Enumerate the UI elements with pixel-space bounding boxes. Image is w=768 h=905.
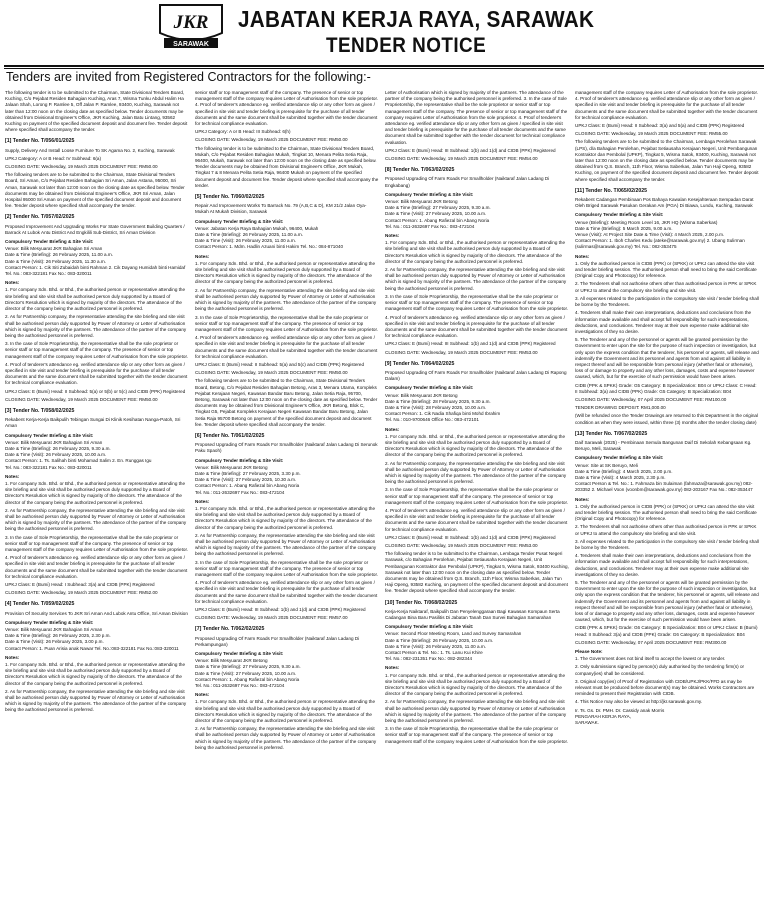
tender-number: [7] Tender No. T/062/02/2025 — [195, 626, 265, 633]
briefing-venue: Venue: Bilik Mesyuarat JKR Bahagian Sri Aman — [5, 439, 103, 445]
visit-date: Date & Time (Visit): 27 February 2025, 10.00 a.m. — [195, 670, 297, 676]
closing-date: CLOSING DATE: Wednesday, 19 March 2025 DOCUMENT FEE: RM50.00 — [5, 396, 158, 402]
briefing-venue: Venue: Bilik Mesyuarat JKR Bahagian Sri Aman — [5, 246, 103, 252]
paragraph: The following tenders are to be submitted to the Chairman, Lembaga Perolehan Sarawak (LPS), d/a Bahagian Perolehan, Pejabat Setiausaha Kerajaan Negeri, Unit Pembangunan Kontraktor dan Pembolal (UPKP), Tingkat 5, Wisma Satok, 93400, Kuching, Sarawak not later than 12:00 noon on the closing date as specified below. Tender documents may be obtained from Q.S. Branch, 11th Floor, Wisma Saberkas, Jalan Tun Haji Openg, 93582 Kuching, on payment of the specified document deposit and document fee. Tender deposit where specified shall accompany the tender. — [575, 139, 759, 182]
briefing-venue: Venue: Bilik Mesyuarat JKR Betong — [385, 392, 458, 398]
tender-class: UPKJ Class: E (Bumi) Head: II Subhead: 5(a) or 5(b) or 5(c) and CIDB (PPK) Registered — [5, 388, 186, 394]
briefing-venue: Venue: Jabatan Kerja Raya Bahagian Mukah, 96400, Mukah — [195, 225, 319, 231]
briefing-title: Compulsory Tender Briefing & Site Visit: — [195, 651, 284, 657]
tender-description: Proposed Upgrading Of Farm Roads For Smallholder (Naiktaraf Jalan Ladang Di Serunok Paku Spaoh) — [195, 442, 378, 454]
visit-date: Date & Time (Visit): 26 February 2025, 11.00 a.m. — [385, 643, 486, 649]
briefing-date: Date & Time (Briefing): 27 February 2025, 9.30 a.m. — [195, 664, 301, 670]
briefing-title: Compulsory Tender Briefing & Site Visit: — [195, 457, 284, 463]
briefing-title: Compulsory Tender Briefing & Site Visit: — [195, 218, 284, 224]
notes-title: Notes: — [5, 473, 20, 479]
contact-tel: Tel. No.: 011-2632697 Fax No.: 083-472104 — [385, 223, 475, 229]
note-item: 2. As for Partnership company, the representative attending the site briefing and site visit shall be authorised person duly supported by Power of Attorney or Letter of Authorisation which is signed by majority of the partners. The attendance of the partner of the company being the authorised personnel is preferred. — [385, 267, 567, 291]
tender-description: Rekabent Cadangan Pembinaan Pos Bahaya Kawalan Kesejahteraan Sempadan Darat Oleh Briged Sarawak Pasukan Gerakan Am (PGA) Di Biawa, Lundu, Kuching, Sarawak — [575, 197, 754, 209]
notes-title: Notes: — [195, 498, 210, 504]
closing-date: CLOSING DATE: Wednesday, 19 March 2025 DOCUMENT FEE: RM57.00 — [195, 615, 348, 621]
notes-title: Notes: — [385, 426, 400, 432]
note-item: 4. Proof of tenderer's attendance eg. verified attendance slip or any other form as given / specified in site visit and tender briefing is prerequisite for the purchase of all tender documents and the same document shall be submitted together with the tender document for technical compliance evaluation. — [5, 361, 188, 386]
note-item: 2. The Tenderers shall not authorise others other than authorised person in PPK or SPKK or UPKJ to attend the compulsory site briefing and site visit. — [575, 524, 757, 536]
notes-title: Notes: — [385, 233, 400, 239]
tender-class: UPKJ Class: E (Bumi) Head: III Subhead: 1(b) and 1(d) and CIDB (PPK) Registered — [385, 147, 556, 153]
note-item: 3. In the case of Sole Proprietorship, the representative shall be the sole proprietor or senior staff or top management staff of the company. The presence of senior or top management staff of the company requires Letter of Authorisation from the sole proprietor. — [195, 314, 379, 332]
please-note-item: 3. Original copy(ies) of Proof of Registration with CIDB/UPKJ/PKK/FFD as may be relevant must be produced before document(s) may be obtained. Works Contractors are reminded to present their Registration with CIDB. — [575, 678, 755, 697]
tender-description: Repair And Improvement Works To Barrack No. 79 (A,B,C & D), KM 21/2 Jalan Oya-Mukah At Mukah Division, Sarawak — [195, 203, 367, 215]
tender-number: [11] Tender No. T/065/02/2025 — [575, 187, 647, 194]
briefing-venue: Venue: Site at SK Beruyo, Meli — [575, 462, 638, 468]
tender-class: UPKJ Class: E (Bumi) Head: II Subhead: 3(a) and 5(a) and CIDB (PPK) Registered — [575, 123, 745, 129]
contact-tel: Tel. No.: 083-322181 Fax No.: 083-320011 — [5, 464, 92, 470]
contact-person: Contact Person: 1. Abang Rafiezal bin Abang Noria — [385, 217, 490, 223]
notes-title: Notes: — [5, 280, 20, 286]
paragraph: The following tender is to be submitted to the Chairman, State Divisional Tenders Board, Kuching, C/o Pejabat Residen Bahagian Kuching, Aras 7, Wisma Tunku Abdul Halim Ha Jalaan Shah, Lorong P. Ramlee 5, Off Jalan P. Ramlee, 93400, Kuching, Sarawak not later than 12:00 noon on the closing date as specified below. Tender documents may be obtained from Divisional Engineer's Office, JKR Kuching, Jalan Batu Lintang, 93562 Kuching on payment of the specified document deposit and document fee. Tender deposit where specified shall accompany the tender. — [5, 90, 188, 133]
briefing-date: Date & Time (Briefing): 26 February 2025, 11.00 a.m. — [5, 252, 113, 258]
briefing-date: Date & Time (Briefing): 26 February 2025, 9.30 a.m. — [5, 445, 111, 451]
note-item: 5. The Tenderer and any of the personnel or agents will be granted permission by the Government to enter upon the site for the purpose of such inspection or investigation, but only upon the express condition that the tenderer, his personnel or agents, will release and indemnify the Government and its personnel and agents from and against all liability in respect thereof and will be responsible from personal injury (whether fatal or otherwise), loss of or damage to property and any other loss, damages, costs and expense however caused, which, but for the exercise of such permission would have been arisen. — [575, 337, 759, 380]
note-item: 3. In the case of Sole Proprietorship, the representative shall be the sole proprietor or senior staff or top management staff of the company. The presence of senior or top management staff of the company requires Letter of Authorisation from the sole proprietor. — [385, 726, 569, 744]
contact-person: Contact Person: 1. Abang Rafiezal bin Abang Noria — [195, 676, 300, 682]
tender-number: [9] Tender No. T/064/02/2025 — [385, 360, 455, 367]
note-item: 4. Proof of tenderer's attendance eg. verified attendance slip or any other form as given / specified in site visit and tender briefing is prerequisite for the purchase of all tender documents and the same document shall be submitted together with the tender document for technical compliance evaluation. — [385, 314, 568, 339]
note-item: 2. As for Partnership company, the representative attending the site briefing and site visit shall be authorised person duly supported by Power of Attorney or Letter of Authorisation which is signed by majority of the partners. The attendance of the partner of the company being the authorised personnel is preferred. — [385, 699, 567, 724]
tender-class: UPKJ Class: E (Bumi) Head: I Subhead: 3(a) and CIDB (PPK) Registered — [5, 582, 155, 588]
tender-class: UPKJ Class: E (Bumi) Head: III Subhead: 1(b) and 1(d) and CIDB (PPK) Registered — [385, 341, 556, 347]
note-item: 1. For company Sdn. Bhd. or Bhd., the authorised person or representative attending the site briefing and site visit shall be authorised person duly supported by a Board of Director's Resolution which is signed by majority of the directors. The attendance of the director of the company being the authorized personnel is preferred. — [195, 699, 376, 724]
note-item: 2. As for Partnership company, the representative attending the site briefing and site visit shall be authorised person duly supported by Power of Attorney or Letter of Authorisation which is signed by majority of the partners. The attendance of the partner of the company being the authorised personnel is preferred. — [5, 314, 187, 338]
column-3 — [385, 90, 569, 905]
drawing-deposit: TENDER DRAWING DEPOSIT: RM1,000.00 — [575, 405, 666, 411]
contact-person: Contact Person: 1. Cik Siti Zubaidah binti Rahman 2. Cik Dayang Humidah binti Hamidaf — [5, 264, 186, 270]
paragraph: senior staff or top management staff of the company. The presence of senior or top management staff of the company requires Letter of Authorisation from the sole proprietor. 4. Proof of tenderer's attendance eg. verified attendance slip or any other form as given / specified in site visit and tender briefing is prerequisite for the purchase of all tender documents and the same document shall be submitted together with the tender document for technical compliance evaluation. — [195, 90, 379, 127]
closing-date: CLOSING DATE: Wednesday, 19 March 2025 DOCUMENT FEE: RM50.00 — [195, 370, 348, 376]
contact-person: Contact Person & Tel. No.: 1. Ts. Lanu Kui Khire — [385, 650, 483, 656]
contact-person: Contact Person: 1. Ts. Salihah binti Mohamad Salim 2. En. Runggas Igu — [5, 458, 152, 464]
closing-date: CLOSING DATE: Wednesday, 07 April 2025 DOCUMENT FEE: RM300.00 — [575, 639, 727, 645]
tender-number: [2] Tender No. T/057/02/2025 — [5, 214, 75, 221]
closing-date: CLOSING DATE: Wednesday, 19 March 2025 DOCUMENT FEE: RM54.00 — [385, 156, 538, 162]
paragraph: management staff of the company requires Letter of Authorisation from the sole proprietor. 4. Proof of tenderer's attendance eg. verified attendance slip or any other form as given / specified in site visit and tender briefing is prerequisite for the purchase of all tender documents and the same document shall be submitted together with the tender document for technical compliance evaluation. — [575, 90, 759, 120]
signatory-state: SARAWAK. — [575, 720, 599, 726]
logo-text: JKR — [173, 12, 209, 33]
briefing-title: Compulsory Tender Briefing & Site Visit: — [385, 385, 474, 391]
tender-class: CIDB (PPK & SPKK) Grade: G5 Category: B Specialization: B04 or UPKJ Class: C Head: II Subhead: 3(a) and CIDB (PPK) Grade: G5 Category: B Specialization: B04 — [575, 382, 757, 394]
note-item: 5. The Tenderer and any of the personnel or agents will be granted permission by the Government to enter upon the site for the purpose of such inspection or investigation, but only upon the express condition that the tenderer, his personnel or agents, will release and indemnify the Government and its personnel and agents from and against all liability in respect thereof and will be responsible from personal injury (whether fatal or otherwise), loss of or damage to property and any other loss, damages, costs and expense however caused, which, but for the exercise of such permission would have been arisen. — [575, 580, 759, 623]
briefing-title: Compulsory Tender Briefing & Site Visit: — [385, 624, 474, 630]
notes-title: Notes: — [385, 665, 400, 671]
note-item: 1. For company Sdn. Bhd. or Bhd., the authorised person or representative attending the site briefing and site visit shall be authorised person duly supported by a Board of Director's Resolution which is signed by majority of the directors. The attendance of the director of the company being the authorized personnel is preferred. — [5, 480, 186, 505]
visit-date: Date & Time (Visit): 4 March 2025, 2.30 p.m. — [575, 474, 666, 480]
note-item: 1. For company Sdn. Bhd. or Bhd., the authorised person or representative attending the site briefing and site visit shall be authorised person duly supported by a Board of Director's Resolution which is signed by majority of the directors. The attendance of the director of the company being the authorized personnel is preferred. — [385, 240, 566, 264]
closing-date: CLOSING DATE: Wednesday, 19 March 2025 DOCUMENT FEE: RM50.00 — [195, 137, 348, 143]
please-note-item: 4. This Notice may also be viewed at http://jkr.sarawak.gov.my. — [575, 699, 703, 705]
tender-description: Kerja-Kerja Naiktaraf, Baikpulih Dan Penyelenggaraan Bagi Kawasan Kompaun Serta Cadangan Bina Baru Pasilitis Di Jabatan Tanah Dan Survei Bahagian Samarahan — [385, 608, 560, 621]
briefing-date: Date & Time (Briefing): 27 February 2025, 9.30 a.m. — [385, 205, 491, 211]
tender-class: UPKJ Class: E (Bumi) Head: II Subhead: 5(a) and 5(c) and CIDB (PPK) Registered — [195, 361, 365, 367]
paragraph: The following tenders are to be submitted to the Chairman, State Divisional Tenders Board, Sri Aman, C/o Pejabat Residen Bahagian Sri Aman, Jalan Astana, 95000, Sri Aman, Sarawak not later than 12:00 noon on the closing date as specified below. Tender documents may be obtained from Divisional Engineer's Office, JKR Sri Aman, Jalan Hospital 95000 Sri Aman on payment of the specified document deposit and document fee. Tender deposit where specified shall accompany the tender. — [5, 172, 185, 209]
please-note-item: 1. The Government does not bind itself to accept the lowest or any tender. — [575, 656, 726, 662]
tender-number: [1] Tender No. T/056/01/2025 — [5, 138, 75, 145]
visit-date: Venue (Visit): At Project Site Date & Time (Visit): 4 March 2025, 2.00 p.m. — [575, 232, 725, 238]
visit-date: Date & Time (Visit): 26 February 2025, 10.00 a.m. — [5, 452, 107, 458]
note-item: 1. Only the authorised person in CIDB (PPK) or (SPKK) or UPKJ can attend the site visit and tender briefing session. The authorised person shall need to bring the said Certificate (Original Copy and Photocopy) for reference. — [575, 260, 757, 279]
closing-date: CLOSING DATE: Wednesday, 19 March 2025 DOCUMENT FEE: RM52.00 — [5, 590, 158, 596]
contact-tel: Tel. No.: 011-2632697 Fax No.: 083-472104 — [195, 489, 285, 495]
tender-number: [6] Tender No. T/061/02/2025 — [195, 432, 265, 439]
intro-heading: Tenders are invited from Registered Contractors for the following:- — [6, 70, 371, 84]
note-item: 1. For company Sdn. Bhd. or Bhd., the authorised person or representative attending the site briefing and site visit shall be authorised person duly supported by a Board of Director's Resolution which is signed by majority of the directors. The attendance of the director of the company being the authorized personnel is preferred. — [195, 505, 376, 530]
signatory-name: Ir. Ts. Gs. Dr. PMH. Dr. Cassidy anak Morris — [575, 707, 665, 713]
briefing-venue: Venue: Second Floor Meeting Room, Land and Survey Samarahan — [385, 631, 522, 637]
briefing-date: Date & Time (Briefing): 28 February 2025, 9.30 a.m. — [385, 398, 491, 404]
contact-person: Contact Person: 1. Puan Arisia anak Nawar Tel. No.:083-322181 Fax No.:083-320011 — [5, 645, 179, 651]
closing-date: CLOSING DATE: Wednesday, 19 March 2025 DOCUMENT FEE: RM50.00 — [5, 164, 158, 170]
tender-class: UPKJ Category: A or B Head: III Subhead: 6(h) — [195, 129, 291, 135]
jkr-logo — [156, 3, 226, 55]
note-item: 4. Tenderers shall make their own interpretations, deductions and conclusions from the information made available and shall accept full responsibility for such interpretations, deductions, and conclusions. Tenderer may at their own expense make additional site investigations of they so desire. — [575, 553, 752, 577]
briefing-date: Date & Time (Briefing): 27 February 2025, 3.30 p.m. — [195, 470, 301, 476]
note-item: 4. Proof of tenderer's attendance eg. verified attendance slip or any other form as given / specified in site visit and tender briefing is prerequisite for the purchase of all tender documents and the same document shall be submitted together with the tender document for technical compliance evaluation. — [195, 335, 378, 359]
deposit-note: (Will be refunded once the Tender Drawings are returned to this Department in the original condition as when they were issued, within three (3) months after the tender closing date) — [575, 413, 758, 425]
note-item: 1. For company Sdn. Bhd. or Bhd., the authorised person or representative attending the site briefing and site visit shall be authorised person duly supported by a Board of Director's Resolution which is signed by majority of the directors. The attendance of the director of the company being the authorized personnel is preferred. — [5, 287, 186, 312]
closing-date: CLOSING DATE: Wednesday, 07 April 2025 DOCUMENT FEE: RM100.00 — [575, 396, 727, 402]
page-title: JABATAN KERJA RAYA, SARAWAK — [238, 6, 595, 32]
note-item: 2. As for Partnership company, the representative attending the site briefing and site visit shall be authorised person duly supported by Power of Attorney or Letter of Authorisation which is signed by majority of the partners. The attendance of the partner of the company being the authorised personnel is preferred. — [195, 287, 377, 312]
briefing-venue: Venue: Bilik Mesyuarat JKR Betong — [195, 464, 268, 470]
briefing-date: Date & Time (Briefing): 26 February 2025, 2.30 p.m. — [5, 633, 111, 639]
note-item: 4. Tenderers shall make their own interpretations, deductions and conclusions from the information made available and shall accept full responsibility for such interpretations, deductions, and conclusions. Tenderer may at their own expense make additional site investigations of they so desire. — [575, 310, 752, 334]
tender-class: UPKJ Class: E (Bumi) Head: III Subhead: 1(b) and 1(d) and CIDB (PPK) Registered — [385, 534, 556, 540]
notes-title: Notes: — [575, 496, 590, 502]
closing-date: CLOSING DATE: Wednesday, 19 March 2025 DOCUMENT FEE: RM55.00 — [575, 131, 728, 137]
note-item: 4. Proof of tenderer's attendance eg. verified attendance slip or any other form as given / specified in site visit and tender briefing is prerequisite for the purchase of all tender documents and the same document shall be submitted together with the tender document for technical compliance evaluation. — [5, 555, 188, 579]
contact-person: Contact Person & Tel. No.: 1. Fahmaza bin Sulaiman (fahmaza@sarawak.gov.my) 082-203352 2. Michael Voon (voonbm@sarawak.gov.my) 082-203167 Fax No.: 082-353447 — [575, 481, 753, 493]
tender-number: [5] Tender No. T/060/02/2025 — [195, 194, 265, 201]
note-item: 3. In the case of Sole Proprietorship, the representative shall be the sole proprietor or senior staff or top management staff of the company. The presence of senior or top management staff of the company requires Letter of Authorisation from the sole proprietor. — [195, 559, 379, 578]
briefing-title: Compulsory Tender Briefing & Site Visit: — [575, 212, 664, 218]
tender-class: CIDB (PPK & SPKK) Grade: G6 Category: B Specialization: B04 or UPKJ Class: B (Bumi) Head: II Subhead: 3(a) and CIDB (PPK) Grade: G6 Category: B Specialization: B04 — [575, 625, 758, 637]
note-item: 3. All expenses related to the participation in the compulsory site visit / tender briefing shall be borne by the Tenderers. — [575, 538, 759, 550]
briefing-title: Compulsory Tender Briefing & Site Visit: — [385, 191, 474, 197]
note-item: 3. In the case of Sole Proprietorship, the representative shall be the sole proprietor or senior staff or top management staff of the company. The presence of senior or top management staff of the company requires Letter of Authorisation from the sole proprietor. — [385, 487, 569, 505]
notice-columns — [5, 90, 763, 905]
note-item: 2. As for Partnership company, the representative attending the site briefing and site visit shall be authorised person duly supported by Power of Attorney or Letter of Authorisation which is signed by majority of the partners. The attendance of the partner of the company being the authorised personnel is preferred. — [195, 726, 377, 750]
column-1 — [5, 90, 189, 905]
tender-number: [4] Tender No. T/059/02/2025 — [5, 601, 75, 608]
note-item: 3. In the case of Sole Proprietorship, the representative shall be the sole proprietor or senior staff or top management staff of the company. The presence of senior or top management staff of the company requires Letter of Authorisation from the sole proprietor. — [385, 293, 569, 312]
visit-date: Date & Time (Visit): 27 February 2025, 10.30 a.m. — [195, 477, 297, 483]
briefing-title: Compulsory Tender Briefing & Site Visit: — [5, 619, 94, 625]
paragraph: The following tenders are to be submitted to the Chairman, State Divisional Tenders Board, Betong, C/o Pejabat Residen Bahagian Betong, Aras 3, Menara Utama, Kompleks Pejabat Kerajaan Negeri, Kawasan Bandar Baru Betong, Jalan Setia Raja, 95700, Betong, Sarawak not later than 12:00 noon on the closing date as specified below. Tender documents may be obtained from Divisional Engineer's Office, JKR Betong, Blok C, Tingkat G5, Pejabat Kompleks Kerajaan Negeri Kawasan Bandar Baru Betong, Jalan Setia Raja 95700 Betong on payment of the specified document deposit and document fee. Tender deposit where specified shall accompany the tender. — [195, 378, 378, 427]
briefing-venue: Venue: Bilik Mesyuarat JKR Bahagian Sri Aman — [5, 627, 103, 633]
tender-description: Supply, Delivery And Install Loose Furniture To SK Agama No. 2, Kuching, Sarawak — [5, 147, 175, 153]
note-item: 1. For company Sdn. Bhd. or Bhd., the authorised person or representative attending the site briefing and site visit shall be authorised person duly supported by a Board of Director's Resolution which is signed by majority of the directors. The attendance of the director of the company being the authorized personnel is preferred. — [195, 260, 376, 285]
briefing-venue: Venue: Bilik Mesyuarat JKR Betong — [195, 658, 268, 664]
contact-person: Contact Person: 1. Cik Nadia Shafiqa binti Mohd Ibrahim — [385, 411, 501, 417]
closing-date: CLOSING DATE: Wednesday, 19 March 2025 DOCUMENT FEE: RM53.00 — [385, 349, 538, 355]
tender-number: [13] Tender No. T/067/02/2025 — [575, 430, 648, 437]
contact-tel: Tel. No.: 082-231351 Fax No.: 082-282344 — [385, 656, 473, 662]
tender-description: Provision Of Security Services To JKR Sri Aman And Lubok Antu Office, Sri Aman Division — [5, 610, 188, 616]
please-note-title: Please Note: — [575, 649, 603, 655]
tender-number: [10] Tender No. T/068/02/2025 — [385, 599, 458, 606]
tender-description: Proposed Upgrading Of Farm Roads For Smallholder (Naiktaraf Jalan Ladang Di Engkabang) — [385, 176, 550, 188]
note-item: 1. For company Sdn. Bhd. or Bhd., the authorised person or representative attending the site briefing and site visit shall be authorised person duly supported by a Board of Director's Resolution which is signed by majority of the directors. The attendance of the director of the company being the authorized personnel is preferred. — [385, 672, 566, 697]
briefing-date: Date & Time (Briefing): 26 February 2025, 11.00 a.m. — [195, 232, 303, 238]
notes-title: Notes: — [5, 654, 20, 660]
contact-tel: Tel. No.: 011-2632697 Fax No.: 083-472104 — [195, 683, 285, 689]
briefing-title: Compulsory Tender Briefing & Site Visit: — [575, 455, 664, 461]
briefing-date: Date & Time (Briefing): 5 March 2025, 9.00 a.m. — [575, 225, 673, 231]
note-item: 2. As for Partnership company, the representative attending the site briefing and site visit shall be authorised person duly supported by Power of Attorney or Letter of Authorisation which is signed by majority of the partners. The attendance of the partner of the company being the authorised personnel is preferred. — [385, 460, 567, 485]
visit-date: Date & Time (Visit): 27 February 2025, 10.00 a.m. — [385, 211, 487, 217]
visit-date: Date & Time (Visit): 26 February 2025, 11.00 a.m. — [195, 238, 296, 244]
note-item: 2. As for Partnership company, the representative attending the site briefing and site visit shall be authorised person duly supported by Power of Attorney or Letter of Authorisation which is signed by majority of the partners. The attendance of the partner of the company being the authorised personnel is preferred. — [5, 688, 187, 713]
paragraph: The following tender is to be submitted to the Chairman, State Divisional Tenders Board, Mukah, C/o Pejabat Residen Bahagian Mukah, Tingkat 10, Menara Pelita Setia Raja, 96400, Mukah, Sarawak not later than 12:00 noon on the closing date as specified below. Tender documents may be obtained from Divisional Engineer's Office, JKR Mukah, Tingkat 7 & 8 Menara Pelita Setia Raja, 96400 Mukah on payment of the specified document deposit and document fee. Tender deposit where specified shall accompany the tender. — [195, 145, 379, 188]
briefing-venue: Venue: Bilik Mesyuarat JKR Betong — [385, 199, 458, 205]
briefing-date: Date & Time (Briefing): 4 March 2025, 2.00 p.m. — [575, 468, 673, 474]
divider-thick — [4, 65, 764, 67]
note-item: 2. The Tenderers shall not authorise others other than authorised person in PPK or SPKK or UPKJ to attend the compulsory site briefing and site visit. — [575, 281, 757, 293]
briefing-date: Date & Time (Briefing): 26 February 2025, 10.00 a.m. — [385, 637, 494, 643]
contact-tel: Tel. No.: 010-9700646 Office No.: 083-472101 — [385, 417, 479, 423]
briefing-venue: Venue (Briefing): Meeting Room Level 16, JKR HQ (Wisma Saberkas) — [575, 219, 718, 225]
note-item: 1. Only the authorised person in CIDB (PPK) or (SPKK) or UPKJ can attend the site visit and tender briefing session. The authorised person shall need to bring the said Certificate (Original Copy and Photocopy) for reference. — [575, 503, 757, 522]
paragraph: The following tender is to be submitted to the Chairman, Lembaga Tender Pusat Negeri Sarawak, c/o Bahagian Perolehan, Pejabat Setiausaha Kerajaan Negeri, Unit Pembangunan Kontraktor dan Pembolal (UPKP), Tingkat 5, Wisma Satok, 93400 Kuching, Sarawak not later than 12:00 noon on the closing date as specified below. Tender documents may be obtained from Q.S. Branch, 11th Floor, Wisma Saberkas, Jalan Tun Haji Openg, 93582 Kuching, on payment of the specified document deposit and document fee. Tender deposit where specified shall accompany the tender. — [385, 551, 569, 594]
note-item: 3. All expenses related to the participation in the compulsory site visit / tender briefing shall be borne by the Tenderers. — [575, 295, 759, 308]
contact-person: Contact Person: 1. Abang Rafiezal bin Abang Noria — [195, 483, 300, 489]
tender-description: Rekabent Kerja-Kerja Baikpulih Tebingan Sungai Di Klinik Kesihatan Nanga-Patoh, Sri Aman — [5, 417, 181, 429]
tender-class: UPKJ Category: A or B Head: IV Subhead: 6(a) — [5, 155, 102, 161]
note-item: 3. In the case of Sole Proprietorship, the representative shall be the sole proprietor or senior staff or top management staff of the company. The presence of senior or top management staff of the company requires Letter of Authorisation from the sole proprietor. — [5, 534, 189, 552]
paragraph: Letter of Authorisation which is signed by majority of the partners. The attendance of the partner of the company being the authorised personnel is preferred. 3. In the case of Sole Proprietorship, the representative shall be the sole proprietor or senior staff or top management staff of the company. The presence of senior or top management staff of the company requires Letter of Authorisation from the sole proprietor. 4. Proof of tenderer's attendance eg. verified attendance slip or any other form as given / specified in site visit and tender briefing is prerequisite for the purchase of all tender documents and the same document shall be submitted together with the tender document for technical compliance evaluation. — [385, 90, 568, 145]
note-item: 4. Proof of tenderer's attendance eg. verified attendance slip or any other form as given / specified in site visit and tender briefing is prerequisite for the purchase of all tender documents and the same document shall be submitted together with the tender document for technical compliance evaluation. — [385, 507, 568, 532]
header — [0, 0, 768, 66]
note-item: 1. For company Sdn. Bhd. or Bhd., the authorised person or representative attending the site briefing and site visit shall be authorised person duly supported by a Board of Director's Resolution which is signed by majority of the directors. The attendance of the director of the company being the authorized personnel is preferred. — [5, 662, 186, 686]
notes-title: Notes: — [195, 692, 210, 698]
logo-subtext: SARAWAK — [173, 41, 209, 48]
tender-number: [3] Tender No. T/058/02/2025 — [5, 407, 75, 414]
notes-title: Notes: — [575, 253, 590, 259]
tender-description: Proposed Upgrading Of Farm Roads For Smallholder (Naiktaraf Jalan Ladang Di Rapong Dalam) — [385, 369, 567, 382]
note-item: 4. Proof of tenderer's attendance eg. verified attendance slip or any other form as given / specified in site visit and tender briefing is prerequisite for the purchase of all tender documents and the same document shall be submitted together with the tender document for technical compliance evaluation. — [195, 580, 378, 604]
contact-person: Contact Person: 1. Iboh Charles Kedu (ateke@sarawak.gov.my) 2. Ubang Sulirman (sulirmas@sarawak.gov.my) Tel. No.: 082-353475 — [575, 238, 745, 250]
tender-description: Proposed Upgrading Of Farm Roads For Smallholder (Naiktaraf Jalan Ladang Di Perkampungan) — [195, 635, 360, 647]
contact-tel: Tel. No.: 083-322181 Fax No.: 083-320011 — [5, 271, 92, 277]
divider-thin — [4, 68, 764, 69]
note-item: 2. As for Partnership company, the representative attending the site briefing and site visit shall be authorised person duly supported by Power of Attorney or Letter of Authorisation which is signed by majority of the partners. The attendance of the partner of the company being the authorised personnel is preferred. — [5, 507, 187, 532]
tender-number: [8] Tender No. T/063/02/2025 — [385, 167, 455, 174]
note-item: 3. In the case of Sole Proprietorship, the representative shall be the sole proprietor or senior staff or top management staff of the company. The presence of senior or top management staff of the company requires Letter of Authorisation from the sole proprietor. — [5, 341, 189, 359]
column-4 — [575, 90, 759, 905]
please-note-item: 2. Only submissions signed by person(s) duly authorised by the tendering firm(s) or company(ies) shall be considered. — [575, 664, 745, 676]
closing-date: CLOSING DATE: Wednesday, 19 March 2025 DOCUMENT FEE: RM53.00 — [385, 543, 538, 548]
column-2 — [195, 90, 379, 905]
tender-description: Proposed Improvement And Upgrading Works For State Government Building Quarters / Barrack At Lubok Antu District And Engkilili Sub-District, Sri Aman Division — [5, 223, 185, 235]
tender-description: Daif Sarawak (2025) - Pembinaan Semula Bangunan Daif Di Sekolah Kebangsaan Kg. Beruyo, Meli, Sarawak — [575, 439, 752, 452]
visit-date: Date & Time (Visit): 26 February 2025, 11.30 a.m. — [5, 258, 106, 264]
note-item: 1. For company Sdn. Bhd. or Bhd., the authorised person or representative attending the site briefing and site visit shall be authorised person duly supported by a Board of Director's Resolution which is signed by majority of the directors. The attendance of the director of the company being the authorized personnel is preferred. — [385, 433, 566, 458]
briefing-title: Compulsory Tender Briefing & Site Visit: — [5, 239, 94, 245]
signatory-title: PENGARAH KERJA RAYA, — [575, 713, 631, 719]
tender-class: UPKJ Class: E (Bumi) Head: III Subhead: 1(b) and 1(d) and CIDB (PPK) Registered — [195, 607, 366, 613]
visit-date: Date & Time (Visit): 28 February 2025, 10.00 a.m. — [385, 404, 487, 410]
briefing-title: Compulsory Tender Briefing & Site Visit: — [5, 432, 94, 438]
page-subtitle: TENDER NOTICE — [326, 34, 487, 57]
note-item: 2. As for Partnership company, the representative attending the site briefing and site visit shall be authorised person duly supported by Power of Attorney or Letter of Authorisation which is signed by majority of the partners. The attendance of the partner of the company being the authorised personnel is preferred. — [195, 532, 377, 557]
contact-person: Contact Person: 1. Mdm. Hadlin Azuani binti Hakim Tel. No.: 084-871040 — [195, 244, 344, 250]
notes-title: Notes: — [195, 253, 210, 259]
visit-date: Date & Time (Visit): 26 February 2025, 3.00 p.m. — [5, 639, 104, 645]
